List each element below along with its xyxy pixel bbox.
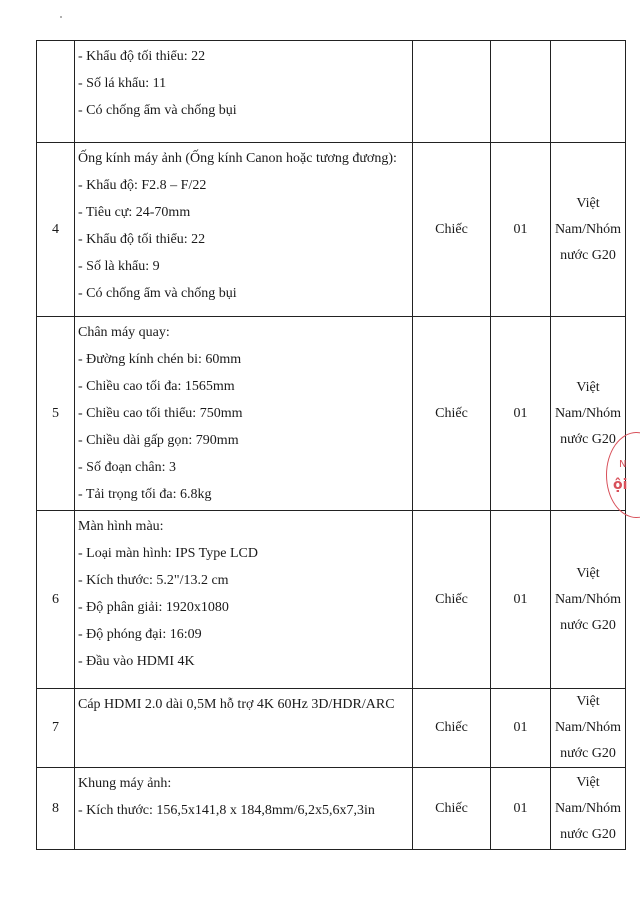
row-quantity: 01	[491, 768, 551, 850]
description-line: - Khẩu độ tối thiểu: 22	[78, 49, 206, 64]
table-row	[37, 689, 626, 768]
row-unit: Chiếc	[413, 689, 491, 768]
table-row	[37, 511, 626, 689]
description-line: - Đường kính chén bi: 60mm	[78, 352, 242, 367]
row-number	[37, 41, 75, 143]
table-row	[37, 768, 626, 850]
description-line: - Kích thước: 5.2"/13.2 cm	[78, 573, 229, 588]
row-unit: Chiếc	[413, 768, 491, 850]
description-line: - Chiều cao tối đa: 1565mm	[78, 379, 235, 394]
row-origin	[551, 768, 626, 850]
equipment-table	[36, 40, 626, 850]
description-line: Chân máy quay:	[78, 325, 170, 340]
description-line: Màn hình màu:	[78, 519, 164, 534]
description-line: - Độ phân giải: 1920x1080	[78, 600, 229, 615]
table-row	[37, 317, 626, 511]
description-line: - Độ phóng đại: 16:09	[78, 627, 202, 642]
row-description	[75, 41, 413, 143]
table-row	[37, 41, 626, 143]
seal-text: ội	[613, 477, 628, 493]
description-line: - Số lá khẩu: 11	[78, 76, 167, 91]
row-description	[75, 511, 413, 689]
row-origin	[551, 143, 626, 317]
description-line: - Có chống ẩm và chống bụi	[78, 103, 237, 118]
row-number: 4	[37, 143, 75, 317]
row-unit: Chiếc	[413, 143, 491, 317]
seal-text: N	[619, 459, 627, 470]
origin-line: Việt	[576, 195, 600, 211]
row-description	[75, 317, 413, 511]
row-quantity: 01	[491, 511, 551, 689]
row-description	[75, 143, 413, 317]
origin-line: Việt	[576, 774, 600, 790]
origin-line: Nam/Nhóm	[554, 221, 622, 237]
table-row	[37, 143, 626, 317]
origin-line: nước G20	[560, 431, 616, 447]
origin-line: Nam/Nhóm	[554, 405, 622, 421]
row-origin	[551, 511, 626, 689]
row-quantity	[491, 41, 551, 143]
description-line: - Tiêu cự: 24-70mm	[78, 205, 191, 220]
origin-line: Việt	[576, 379, 600, 395]
row-number: 5	[37, 317, 75, 511]
origin-line: nước G20	[560, 746, 616, 761]
row-unit: Chiếc	[413, 317, 491, 511]
description-line: - Loại màn hình: IPS Type LCD	[78, 546, 258, 561]
row-number: 8	[37, 768, 75, 850]
description-line: - Số là khẩu: 9	[78, 259, 160, 274]
row-quantity: 01	[491, 143, 551, 317]
row-description	[75, 689, 413, 768]
description-line: - Chiều cao tối thiểu: 750mm	[78, 406, 243, 421]
description-line: - Số đoạn chân: 3	[78, 460, 176, 475]
description-line: - Khẩu độ: F2.8 – F/22	[78, 178, 207, 193]
description-line: Ống kính máy ảnh (Ống kính Canon hoặc tương đương):	[78, 151, 397, 166]
description-line: - Chiều dài gấp gọn: 790mm	[78, 433, 239, 448]
row-quantity: 01	[491, 317, 551, 511]
description-line: - Có chống ẩm và chống bụi	[78, 286, 237, 301]
description-line: - Khẩu độ tối thiểu: 22	[78, 232, 206, 247]
row-quantity: 01	[491, 689, 551, 768]
row-description	[75, 768, 413, 850]
description-line: Cáp HDMI 2.0 dài 0,5M hỗ trợ 4K 60Hz 3D/HDR/ARC	[78, 697, 395, 712]
row-number: 7	[37, 689, 75, 768]
equipment-table-body	[37, 41, 626, 850]
row-unit: Chiếc	[413, 511, 491, 689]
origin-line: Việt	[576, 565, 600, 581]
origin-line: nước G20	[560, 247, 616, 263]
row-origin	[551, 41, 626, 143]
origin-line: nước G20	[560, 826, 616, 842]
row-number: 6	[37, 511, 75, 689]
description-line: - Kích thước: 156,5x141,8 x 184,8mm/6,2x5,6x7,3in	[78, 803, 375, 818]
origin-line: Việt	[576, 694, 600, 709]
scan-dot	[60, 16, 62, 18]
row-unit	[413, 41, 491, 143]
description-line: - Đầu vào HDMI 4K	[78, 654, 195, 669]
description-line: - Tải trọng tối đa: 6.8kg	[78, 487, 212, 502]
origin-line: Nam/Nhóm	[554, 720, 622, 735]
origin-line: Nam/Nhóm	[554, 591, 622, 607]
origin-line: Nam/Nhóm	[554, 800, 622, 816]
origin-line: nước G20	[560, 617, 616, 633]
row-origin	[551, 689, 626, 768]
description-line: Khung máy ảnh:	[78, 776, 172, 791]
